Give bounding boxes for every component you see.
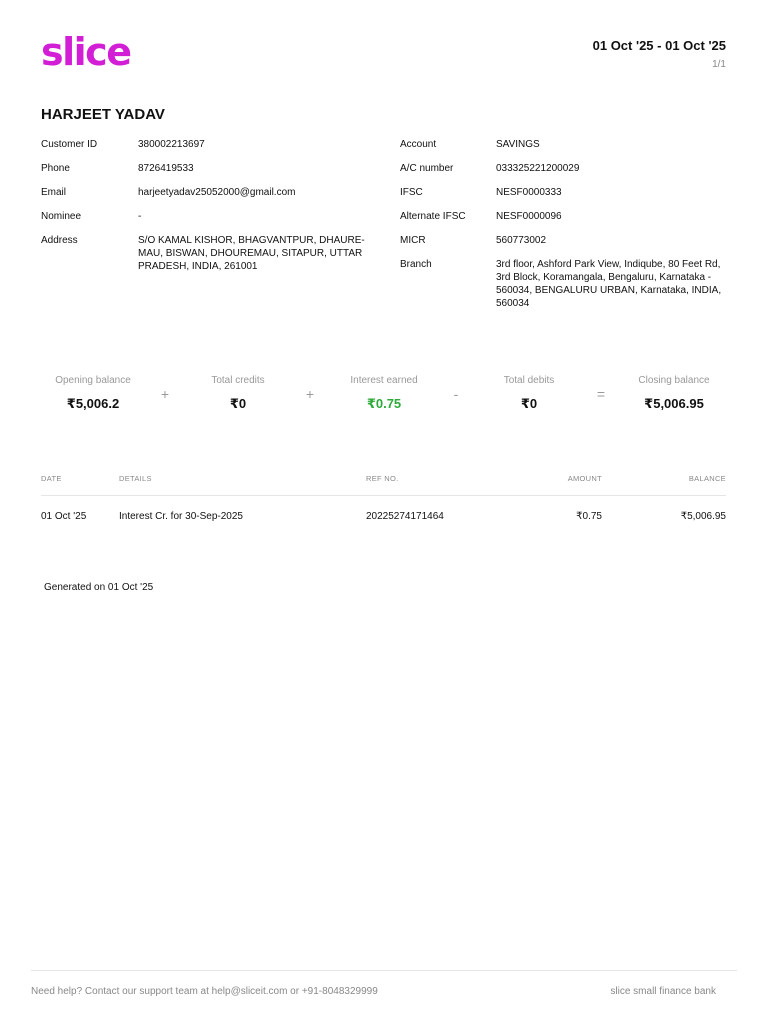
table-header xyxy=(41,470,726,496)
plus-operator: + xyxy=(305,386,315,402)
address-value: S/O KAMAL KISHOR, BHAGVANTPUR, DHAURE-MAU, BISWAN, DHOUREMAU, SITAPUR, UTTAR PRADESH, INDIA, 261001 xyxy=(138,235,365,272)
page-count: 1/1 xyxy=(712,59,726,70)
summary-label: Opening balance xyxy=(55,375,131,386)
summary-label: Closing balance xyxy=(638,375,710,386)
header-date: DATE xyxy=(41,474,62,483)
header-amount: AMOUNT xyxy=(567,474,602,483)
account-details xyxy=(400,138,730,321)
summary-value-interest: ₹0.75 xyxy=(366,396,402,411)
row-amount: ₹0.75 xyxy=(576,511,602,522)
footer-bank-name: slice small finance bank xyxy=(610,986,716,997)
info-label: Account xyxy=(400,139,437,150)
balance-summary xyxy=(20,375,748,425)
row-details: Interest Cr. for 30-Sep-2025 xyxy=(119,511,243,522)
header-details: DETAILS xyxy=(119,474,152,483)
ac-number-value: 033325221200029 xyxy=(496,163,580,174)
summary-value: ₹0 xyxy=(520,396,538,411)
info-label: Address xyxy=(41,235,78,246)
customer-details xyxy=(41,138,371,284)
info-row-customer-id xyxy=(41,138,371,151)
slice-logo: slice xyxy=(41,30,131,74)
info-row-nominee xyxy=(41,210,371,223)
summary-closing-balance xyxy=(614,375,734,412)
summary-label: Total debits xyxy=(503,375,555,386)
generated-date: Generated on 01 Oct '25 xyxy=(44,582,154,593)
transactions-table xyxy=(41,470,726,536)
account-type-value: SAVINGS xyxy=(496,139,540,150)
info-row-email xyxy=(41,186,371,199)
info-label: Phone xyxy=(41,163,70,174)
info-row-micr xyxy=(400,234,730,247)
summary-interest-earned xyxy=(324,375,444,412)
summary-value: ₹5,006.95 xyxy=(644,396,704,411)
info-row-branch xyxy=(400,258,730,310)
info-row-ifsc xyxy=(400,186,730,199)
summary-label: Total credits xyxy=(211,375,265,386)
statement-period: 01 Oct '25 - 01 Oct '25 xyxy=(592,38,726,53)
plus-operator: + xyxy=(160,386,170,402)
info-row-account xyxy=(400,138,730,151)
minus-operator: - xyxy=(453,386,459,402)
row-ref-no: 20225274171464 xyxy=(366,511,444,522)
info-row-alternate-ifsc xyxy=(400,210,730,223)
summary-value: ₹5,006.2 xyxy=(66,396,120,411)
info-row-ac-number xyxy=(400,162,730,175)
email-value: harjeetyadav25052000@gmail.com xyxy=(138,187,296,198)
info-label: Alternate IFSC xyxy=(400,211,466,222)
info-label: Customer ID xyxy=(41,139,98,150)
info-label: Branch xyxy=(400,259,432,270)
summary-opening-balance xyxy=(33,375,153,412)
row-date: 01 Oct '25 xyxy=(41,511,87,522)
nominee-value: - xyxy=(138,211,142,222)
info-label: Nominee xyxy=(41,211,82,222)
table-row xyxy=(41,496,726,536)
info-row-address xyxy=(41,234,371,273)
summary-total-debits xyxy=(469,375,589,412)
footer-divider xyxy=(31,970,737,971)
customer-id-value: 380002213697 xyxy=(138,139,205,150)
summary-label: Interest earned xyxy=(350,375,418,386)
info-label: A/C number xyxy=(400,163,454,174)
alternate-ifsc-value: NESF0000096 xyxy=(496,211,562,222)
footer-help-text: Need help? Contact our support team at help@sliceit.com or +91-8048329999 xyxy=(31,986,378,997)
branch-value: 3rd floor, Ashford Park View, Indiqube, 80 Feet Rd, 3rd Block, Koramangala, Bengaluru, Karnataka - 560034, BENGALURU URBAN, Karnataka, INDIA, 560034 xyxy=(496,259,722,309)
header-ref-no: REF NO. xyxy=(366,474,399,483)
info-label: MICR xyxy=(400,235,426,246)
summary-total-credits xyxy=(178,375,298,412)
info-label: Email xyxy=(41,187,67,198)
info-label: IFSC xyxy=(400,187,423,198)
info-row-phone xyxy=(41,162,371,175)
summary-value: ₹0 xyxy=(229,396,247,411)
header-balance: BALANCE xyxy=(688,474,726,483)
equals-operator: = xyxy=(596,386,606,402)
row-balance: ₹5,006.95 xyxy=(680,511,726,522)
micr-value: 560773002 xyxy=(496,235,547,246)
ifsc-value: NESF0000333 xyxy=(496,187,562,198)
customer-name: HARJEET YADAV xyxy=(41,106,165,123)
phone-value: 8726419533 xyxy=(138,163,194,174)
